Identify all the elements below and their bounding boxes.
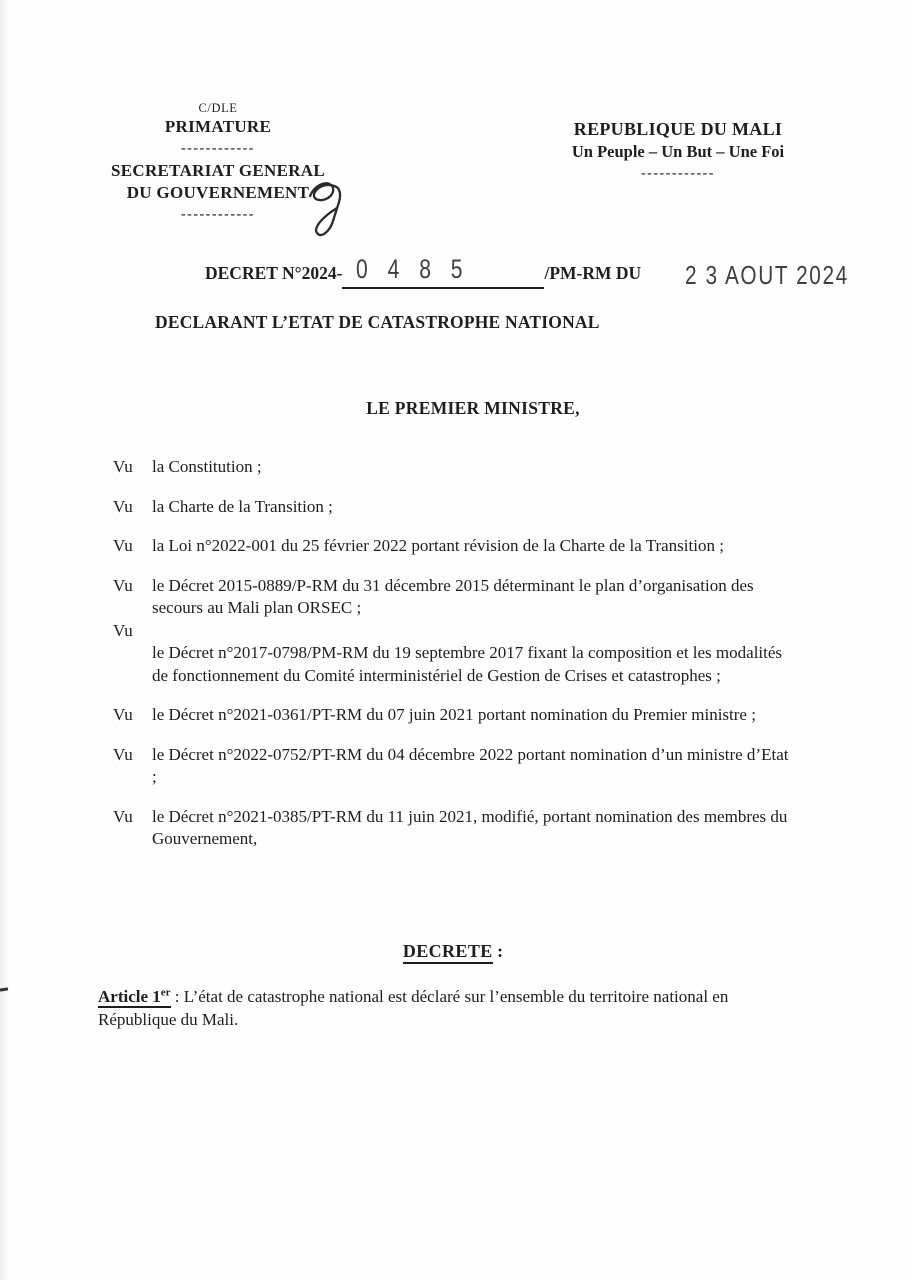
enactment-word: DECRETE bbox=[403, 941, 493, 964]
visa-text: le Décret 2015-0889/P-RM du 31 décembre 2015 déterminant le plan d’organisation des secours au Mali plan ORSEC ; bbox=[152, 575, 754, 617]
visa-label: Vu bbox=[113, 575, 133, 595]
visa-text: la Loi n°2022-001 du 25 février 2022 portant révision de la Charte de la Transition ; bbox=[152, 536, 724, 555]
org-primature: PRIMATURE bbox=[164, 117, 272, 136]
visa-item bbox=[113, 620, 793, 688]
recitals-list bbox=[113, 456, 793, 868]
decree-prefix: DECRET N°2024- bbox=[205, 263, 343, 283]
visa-item bbox=[113, 575, 793, 620]
visa-label: Vu bbox=[113, 457, 133, 476]
visa-text: le Décret n°2017-0798/PM-RM du 19 septembre 2017 fixant la composition et les modalités de fonctionnement du Comité interministériel de Gestion de Crises et catastrophes ; bbox=[152, 643, 783, 685]
national-motto: Un Peuple – Un But – Une Foi bbox=[571, 142, 785, 161]
visa-text: la Charte de la Transition ; bbox=[152, 496, 333, 516]
letterhead-left bbox=[100, 100, 336, 226]
divider-dashes: ------------ bbox=[641, 166, 715, 181]
visa-label: Vu bbox=[113, 806, 133, 826]
issuer-heading: LE PREMIER MINISTRE, bbox=[366, 398, 580, 418]
visa-item bbox=[113, 704, 793, 727]
enactment-colon: : bbox=[492, 941, 504, 961]
article-ordinal-suffix: er bbox=[160, 986, 171, 999]
article-1-label: Article 1er bbox=[98, 986, 171, 1006]
reference-code: C/DLE bbox=[198, 101, 238, 115]
visa-item bbox=[113, 456, 793, 479]
signature-paraph-icon bbox=[306, 172, 354, 248]
decree-date-stamp: 2 3 AOUT 2024 bbox=[685, 260, 849, 290]
org-secretariat-line1: SECRETARIAT GENERAL bbox=[111, 161, 325, 180]
visa-text: le Décret n°2022-0752/PT-RM du 04 décembre 2022 portant nomination d’un ministre d’Etat ; bbox=[152, 744, 789, 786]
visa-item bbox=[113, 535, 793, 558]
divider-dashes: ------------ bbox=[181, 207, 255, 222]
article-1-paragraph bbox=[98, 986, 795, 1031]
visa-label: Vu bbox=[113, 705, 133, 724]
decree-number-blank bbox=[342, 256, 544, 289]
visa-label: Vu bbox=[113, 536, 133, 555]
visa-text: le Décret n°2021-0385/PT-RM du 11 juin 2021, modifié, portant nomination des membres du Gouvernement, bbox=[152, 806, 788, 848]
visa-text: la Constitution ; bbox=[152, 457, 262, 476]
country-name: REPUBLIQUE DU MALI bbox=[573, 119, 783, 139]
visa-label: Vu bbox=[113, 744, 133, 764]
visa-label: Vu bbox=[113, 496, 133, 516]
visa-item bbox=[113, 496, 793, 519]
letterhead-right bbox=[558, 118, 798, 185]
decree-number-stamp: 0 4 8 5 bbox=[356, 254, 471, 284]
visa-label: Vu bbox=[113, 620, 133, 640]
article-1-body: : L’état de catastrophe national est déclaré sur l’ensemble du territoire national en République du Mali. bbox=[98, 987, 729, 1029]
decree-subject: DECLARANT L’ETAT DE CATASTROPHE NATIONAL bbox=[155, 312, 600, 332]
divider-dashes: ------------ bbox=[181, 141, 255, 156]
org-secretariat-line2: DU GOUVERNEMENT bbox=[126, 183, 310, 202]
enactment-heading bbox=[0, 941, 906, 962]
decree-number-line bbox=[205, 256, 890, 289]
visa-item bbox=[113, 806, 793, 851]
visa-item bbox=[113, 744, 793, 789]
scan-artifact bbox=[0, 987, 8, 991]
decree-suffix: /PM-RM DU bbox=[544, 263, 642, 283]
visa-text: le Décret n°2021-0361/PT-RM du 07 juin 2021 portant nomination du Premier ministre ; bbox=[152, 705, 756, 724]
